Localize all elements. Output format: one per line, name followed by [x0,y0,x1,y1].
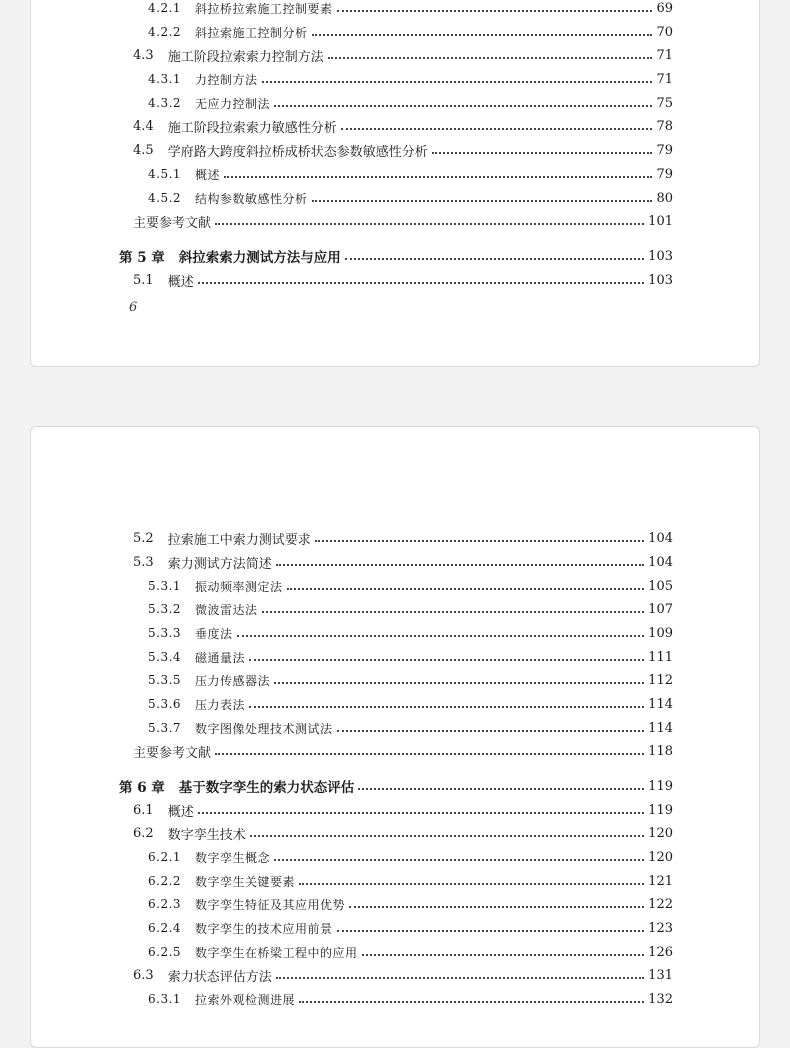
toc-entry-page: 104 [648,530,673,546]
toc-entry-title: 压力表法 [195,697,246,712]
toc-entry[interactable] [133,140,673,160]
toc-entry-number: 5.1 [133,272,154,288]
dot-leader [215,223,644,225]
toc-entry-page: 111 [648,649,673,665]
toc-entry-page: 120 [648,825,673,841]
toc-entry-number: 4.5.1 [148,167,182,181]
toc-entry[interactable] [148,576,673,596]
toc-entry[interactable] [148,718,673,738]
toc-entry[interactable] [148,670,673,690]
toc-entry[interactable] [148,918,673,938]
toc-entry-page: 105 [648,578,673,594]
toc-entry-page: 71 [656,47,673,63]
dot-leader [287,588,645,590]
dot-leader [312,200,653,202]
dot-leader [328,57,653,59]
document-page-2 [30,426,760,1048]
toc-entry[interactable] [148,164,673,184]
toc-entry-number: 第 5 章 [119,250,165,266]
toc-entry-number: 5.3.5 [148,673,182,687]
toc-entry-number: 6.2.1 [148,850,182,864]
toc-entry-number: 4.3.1 [148,72,182,86]
toc-entry-page: 80 [656,190,673,206]
toc-entry-number: 5.3.7 [148,721,182,735]
toc-entry-page: 132 [648,991,673,1007]
toc-entry-title: 数字孪生在桥梁工程中的应用 [195,945,358,960]
toc-entry-number: 5.3.2 [148,602,182,616]
toc-entry-number: 5.3.1 [148,579,182,593]
toc-entry-title: 索力状态评估方法 [167,969,272,985]
toc-entry-number: 4.5.2 [148,191,182,205]
toc-chapter-entry[interactable] [119,776,673,796]
toc-entry-page: 122 [648,896,673,912]
toc-entry-number: 4.2.2 [148,25,182,39]
toc-entry[interactable] [148,871,673,891]
toc-entry[interactable] [148,694,673,714]
toc-entry-title: 结构参数敏感性分析 [195,191,308,206]
toc-entry-page: 114 [648,696,673,712]
toc-entry-title: 振动频率测定法 [195,579,283,594]
toc-entry-page: 123 [648,920,673,936]
toc-entry-page: 112 [648,672,673,688]
toc-entry-page: 119 [648,778,673,794]
dot-leader [274,682,644,684]
toc-entry-page: 119 [648,802,673,818]
toc-entry-title: 主要参考文献 [133,745,212,761]
toc-entry-number: 6.1 [133,802,154,818]
toc-entry-number: 6.3 [133,967,154,983]
toc-entry[interactable] [133,116,673,136]
dot-leader [224,176,652,178]
toc-entry[interactable] [148,847,673,867]
toc-entry-page: 126 [648,944,673,960]
toc-entry-title: 微波雷达法 [195,602,258,617]
dot-leader [337,930,645,932]
toc-entry[interactable] [133,270,673,290]
page-number: 6 [129,300,138,315]
toc-entry-title: 数字孪生的技术应用前景 [195,921,333,936]
toc-entry-title: 斜拉索索力测试方法与应用 [178,250,341,266]
dot-leader [262,81,653,83]
toc-entry-number: 6.2 [133,825,154,841]
dot-leader [249,706,644,708]
toc-entry-title: 磁通量法 [195,650,246,665]
toc-entry-number: 4.5 [133,142,154,158]
toc-entry[interactable] [148,894,673,914]
toc-entry-title: 数字孪生特征及其应用优势 [195,897,346,912]
toc-entry[interactable] [133,45,673,65]
toc-entry[interactable] [133,823,673,843]
toc-entry[interactable] [148,69,673,89]
toc-entry-number: 6.3.1 [148,992,182,1006]
toc-entry-number: 5.3 [133,554,154,570]
toc-entry-page: 104 [648,554,673,570]
dot-leader [358,788,644,790]
toc-entry-number: 4.3.2 [148,96,182,110]
toc-entry-number: 4.4 [133,118,154,134]
toc-entry[interactable] [133,211,673,231]
toc-entry[interactable] [133,741,673,761]
toc-entry-page: 121 [648,873,673,889]
toc-entry[interactable] [148,93,673,113]
toc-entry-page: 131 [648,967,673,983]
dot-leader [432,152,653,154]
toc-entry-number: 4.2.1 [148,1,182,15]
dot-leader [337,10,653,12]
toc-entry-title: 基于数字孪生的索力状态评估 [178,780,355,796]
dot-leader [315,540,644,542]
dot-leader [198,812,644,814]
toc-chapter-entry[interactable] [119,246,673,266]
toc-entry[interactable] [133,800,673,820]
dot-leader [237,635,645,637]
dot-leader [362,954,645,956]
toc-entry-page: 109 [648,625,673,641]
toc-entry-page: 114 [648,720,673,736]
toc-entry[interactable] [148,22,673,42]
dot-leader [276,564,644,566]
document-page-1 [30,0,760,367]
toc-entry-title: 拉索施工中索力测试要求 [167,532,311,548]
toc-entry-number: 5.3.3 [148,626,182,640]
dot-leader [299,883,644,885]
toc-entry-title: 概述 [195,167,221,182]
toc-entry-title: 索力测试方法简述 [167,556,272,572]
toc-entry[interactable] [148,647,673,667]
toc-entry-number: 5.2 [133,530,154,546]
toc-entry-title: 主要参考文献 [133,215,212,231]
toc-entry-page: 71 [656,71,673,87]
toc-entry-title: 概述 [167,804,194,820]
toc-entry-number: 6.2.2 [148,874,182,888]
toc-entry-page: 101 [648,213,673,229]
toc-entry-title: 数字图像处理技术测试法 [195,721,333,736]
toc-entry-title: 施工阶段拉索索力敏感性分析 [167,120,337,136]
dot-leader [249,659,644,661]
toc-entry[interactable] [148,942,673,962]
toc-entry-page: 103 [648,272,673,288]
toc-entry-page: 75 [656,95,673,111]
toc-entry-page: 120 [648,849,673,865]
toc-entry-page: 69 [656,0,673,16]
toc-entry[interactable] [148,599,673,619]
toc-entry-number: 5.3.6 [148,697,182,711]
toc-entry-title: 施工阶段拉索索力控制方法 [167,49,324,65]
toc-entry-number: 6.2.4 [148,921,182,935]
toc-entry-page: 107 [648,601,673,617]
toc-entry-number: 6.2.3 [148,897,182,911]
toc-entry[interactable] [133,528,673,548]
toc-entry-title: 概述 [167,274,194,290]
toc-entry-title: 斜拉索施工控制分析 [195,25,308,40]
dot-leader [345,258,644,260]
toc-entry-title: 数字孪生技术 [167,827,246,843]
toc-entry-page: 78 [656,118,673,134]
toc-entry[interactable] [148,623,673,643]
toc-entry-title: 数字孪生关键要素 [195,874,296,889]
dot-leader [337,730,645,732]
toc-entry[interactable] [133,552,673,572]
dot-leader [312,34,653,36]
toc-entry[interactable] [133,965,673,985]
dot-leader [274,859,644,861]
toc-entry-title: 数字孪生概念 [195,850,271,865]
toc-entry-title: 力控制方法 [195,72,258,87]
toc-entry-title: 斜拉桥拉索施工控制要素 [195,1,333,16]
dot-leader [198,282,644,284]
toc-entry-title: 学府路大跨度斜拉桥成桥状态参数敏感性分析 [167,144,428,160]
toc-entry-number: 6.2.5 [148,945,182,959]
toc-entry-number: 第 6 章 [119,780,165,796]
toc-entry-title: 压力传感器法 [195,673,271,688]
toc-entry[interactable] [148,0,673,18]
toc-entry-number: 4.3 [133,47,154,63]
dot-leader [341,128,653,130]
toc-entry-title: 拉索外观检测进展 [195,992,296,1007]
toc-entry-title: 无应力控制法 [195,96,271,111]
toc-entry-title: 垂度法 [195,626,233,641]
toc-entry-page: 118 [648,743,673,759]
dot-leader [262,611,645,613]
toc-entry-page: 79 [656,142,673,158]
dot-leader [276,977,644,979]
dot-leader [250,835,644,837]
toc-entry-page: 103 [648,248,673,264]
toc-entry[interactable] [148,188,673,208]
dot-leader [349,906,644,908]
toc-entry-number: 5.3.4 [148,650,182,664]
toc-entry[interactable] [148,989,673,1009]
dot-leader [215,753,644,755]
toc-entry-page: 70 [656,24,673,40]
dot-leader [299,1001,644,1003]
dot-leader [274,105,652,107]
toc-entry-page: 79 [656,166,673,182]
